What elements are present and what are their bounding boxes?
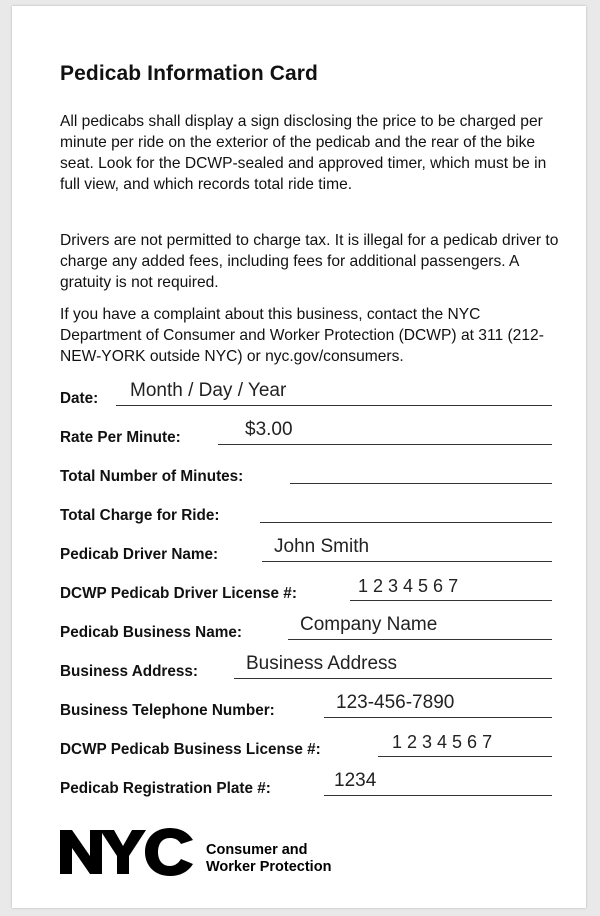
- business-license-value: 1234567: [392, 732, 498, 752]
- complaint-paragraph: If you have a complaint about this business, contact the NYC Department of Consumer and Worker Protection (DCWP) at 311 (212-NEW-YORK outside NYC) or nyc.gov/consumers.: [60, 306, 544, 365]
- driver-name-line: [262, 561, 552, 562]
- business-address-label: Business Address:: [60, 663, 199, 680]
- business-phone-label: Business Telephone Number:: [60, 702, 275, 719]
- business-address-line: [234, 678, 552, 679]
- minutes-line: [290, 483, 552, 484]
- nyc-logo-icon: [60, 826, 196, 878]
- fees-paragraph: Drivers are not permitted to charge tax. It is illegal for a pedicab driver to charge any added fees, including fees for additional passengers. A gratuity is not required.: [60, 232, 559, 291]
- pricing-disclosure-paragraph: All pedicabs shall display a sign disclosing the price to be charged per minute per ride on the exterior of the pedicab and the rear of the bike seat. Look for the DCWP-sealed and approved timer, which must be in full view, and which records total ride time.: [60, 113, 547, 193]
- business-license-field: [60, 727, 552, 761]
- minutes-label: Total Number of Minutes:: [60, 468, 244, 485]
- driver-license-label: DCWP Pedicab Driver License #:: [60, 585, 297, 602]
- driver-license-line: [350, 600, 552, 601]
- business-name-label: Pedicab Business Name:: [60, 624, 242, 641]
- charge-field: [60, 493, 552, 527]
- driver-license-field: [60, 571, 552, 605]
- business-phone-line: [324, 717, 552, 718]
- charge-line: [260, 522, 552, 523]
- rate-field: [60, 415, 552, 449]
- charge-label: Total Charge for Ride:: [60, 507, 220, 524]
- rate-label: Rate Per Minute:: [60, 429, 181, 446]
- business-name-field: [60, 610, 552, 644]
- rate-value: $3.00: [245, 419, 293, 440]
- agency-line-2: Worker Protection: [206, 859, 332, 875]
- date-label: Date:: [60, 390, 99, 407]
- rate-line: [218, 444, 552, 445]
- driver-name-field: [60, 532, 552, 566]
- business-phone-value: 123-456-7890: [336, 692, 455, 713]
- card-title: Pedicab Information Card: [60, 62, 318, 85]
- pedicab-information-card: [12, 6, 586, 908]
- business-address-field: [60, 649, 552, 683]
- plate-label: Pedicab Registration Plate #:: [60, 780, 271, 797]
- business-license-label: DCWP Pedicab Business License #:: [60, 741, 321, 758]
- agency-line-1: Consumer and: [206, 842, 308, 858]
- date-field: [60, 376, 552, 410]
- driver-license-value: 1234567: [358, 576, 464, 596]
- date-value: Month / Day / Year: [130, 380, 287, 401]
- business-phone-field: [60, 688, 552, 722]
- business-name-line: [288, 639, 552, 640]
- driver-name-label: Pedicab Driver Name:: [60, 546, 219, 563]
- plate-field: [60, 766, 552, 800]
- business-address-value: Business Address: [246, 653, 398, 674]
- business-name-value: Company Name: [300, 614, 438, 635]
- minutes-field: [60, 454, 552, 488]
- plate-line: [324, 795, 552, 796]
- agency-name: [206, 842, 331, 876]
- nyc-dcwp-logo: [60, 824, 400, 880]
- driver-name-value: John Smith: [274, 536, 370, 557]
- business-license-line: [378, 756, 552, 757]
- plate-value: 1234: [334, 770, 377, 791]
- date-line: [116, 405, 552, 406]
